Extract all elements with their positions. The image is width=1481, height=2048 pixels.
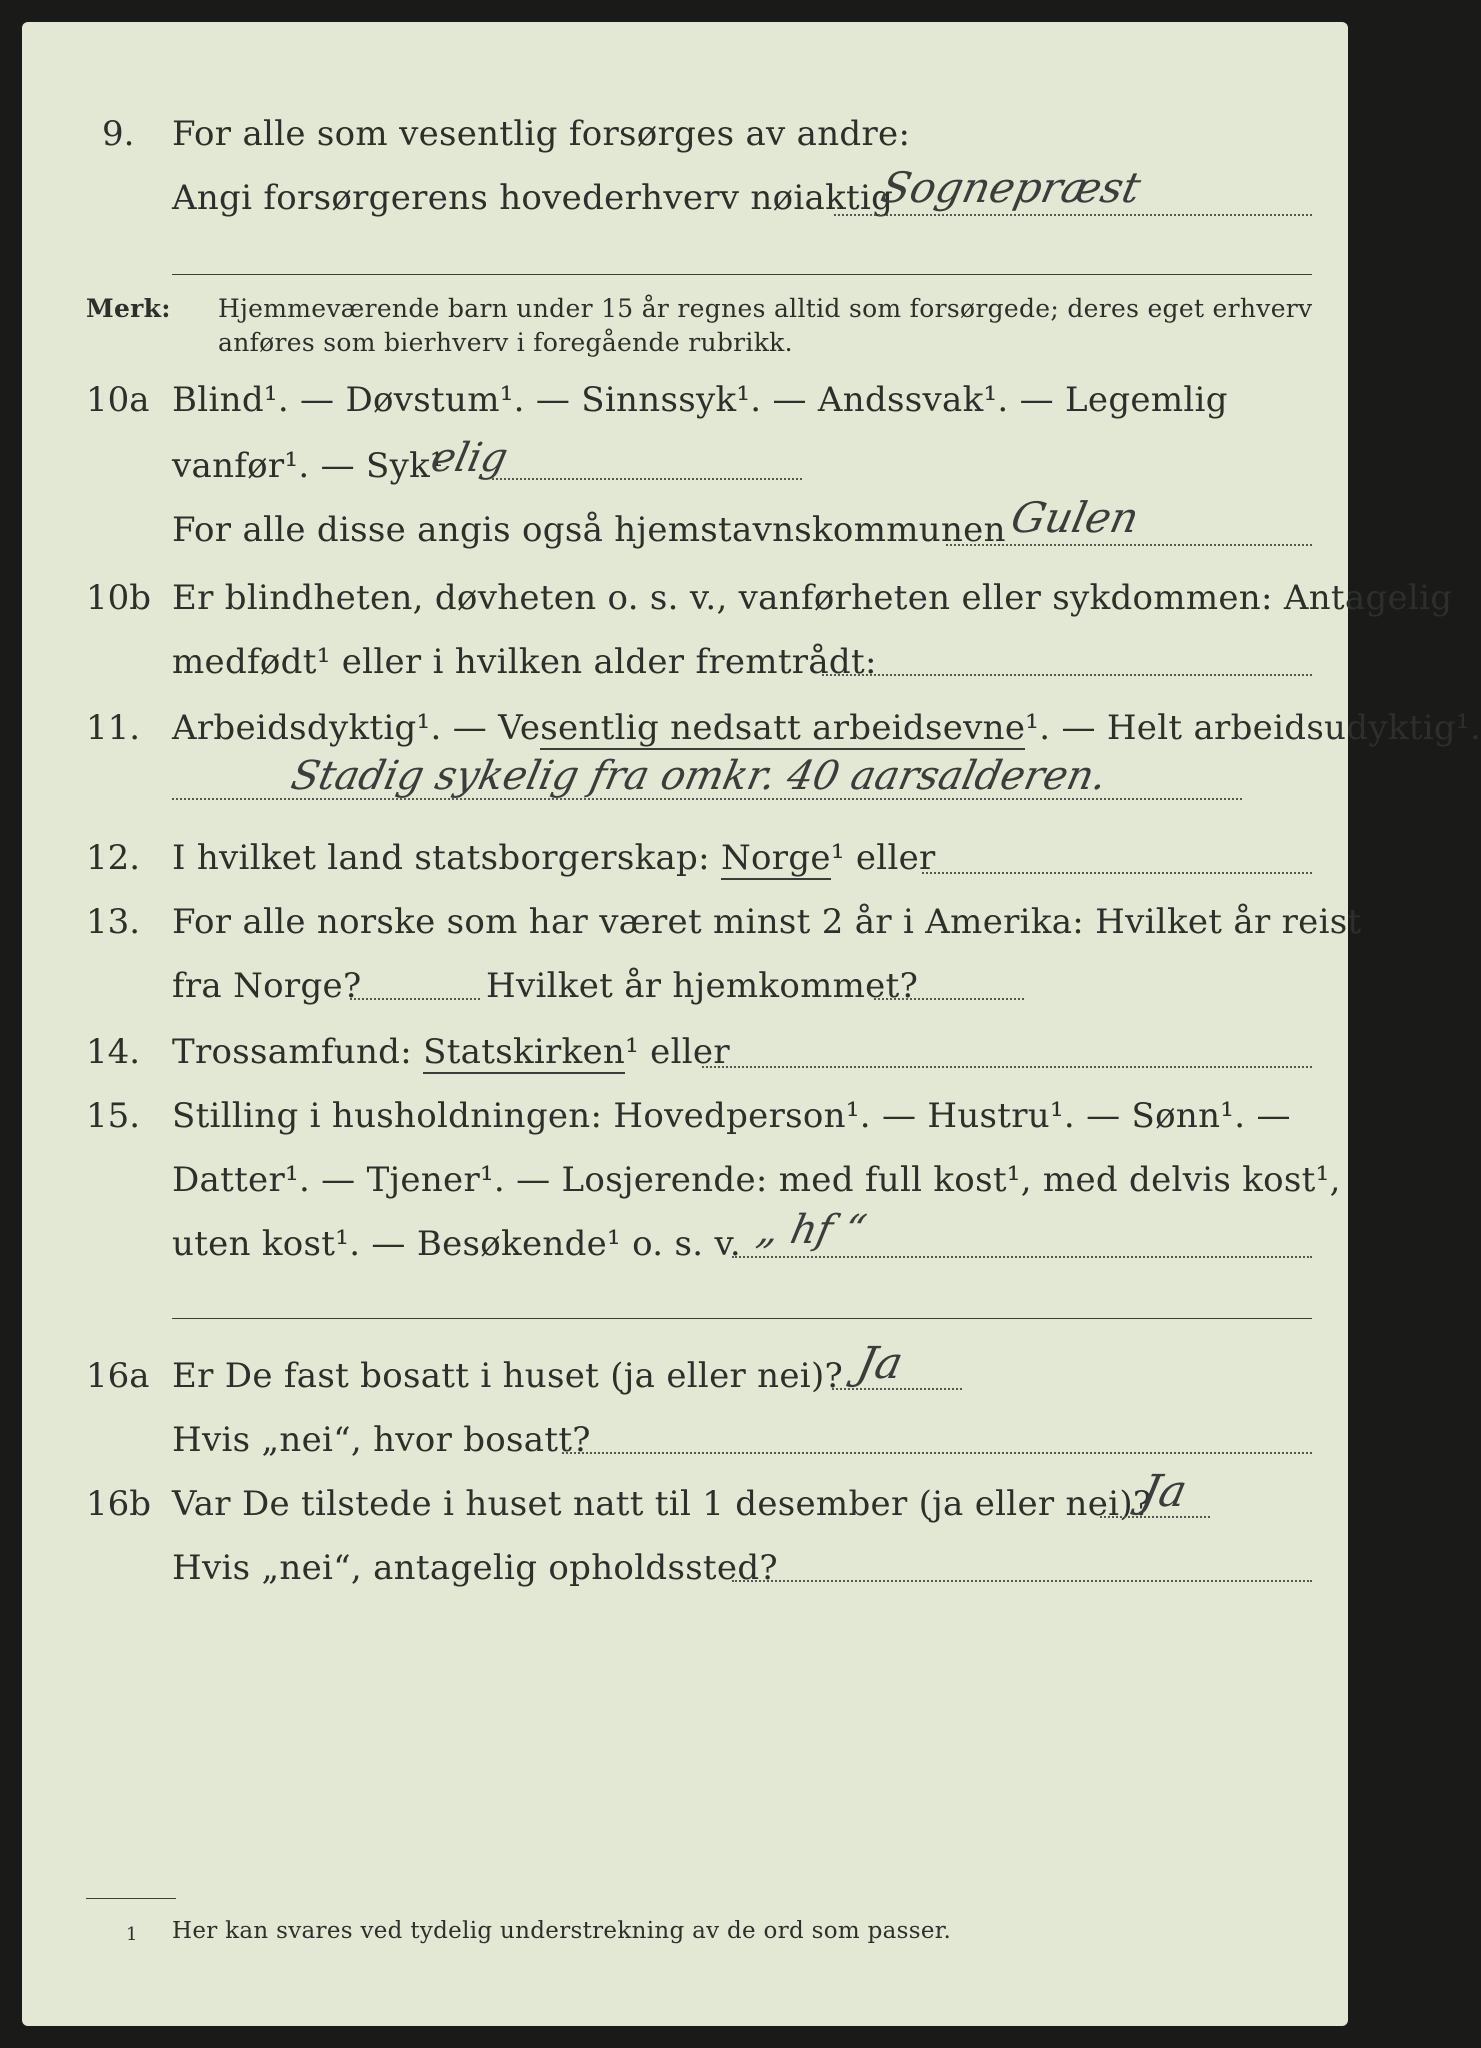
q13-return-line (874, 998, 1024, 1000)
q11-option-unable: ¹. — Helt arbeidsudyktig¹. (1025, 708, 1481, 748)
q9-answer-handwriting: Sognepræst (876, 163, 1146, 212)
q16b-location-line (732, 1580, 1312, 1582)
q15-divider (172, 1318, 1312, 1319)
q10b-number: 10b (86, 578, 152, 618)
q11-option-able: Arbeidsdyktig¹. — Ve (172, 708, 541, 748)
q14-answer-line (702, 1066, 1312, 1068)
q13-line2b: Hvilket år hjemkommet? (486, 966, 919, 1006)
q15-answer-handwriting: „ hf “ (753, 1207, 871, 1253)
q11-line1 (172, 708, 1481, 748)
q16b-line2: Hvis „nei“, antagelig opholdssted? (172, 1548, 778, 1588)
q14-question: Trossamfund: (172, 1032, 424, 1072)
q16a-line1: Er De fast bosatt i huset (ja eller nei)? (172, 1356, 844, 1396)
q10b-line2: medfødt¹ eller i hvilken alder fremtrådt: (172, 642, 877, 682)
q9-answer-line (834, 214, 1312, 216)
q10b-line1: Er blindheten, døvheten o. s. v., vanførheten eller sykdommen: Antagelig (172, 578, 1453, 618)
census-form-page (22, 22, 1481, 2026)
q14-line (172, 1032, 730, 1072)
footnote-rule (86, 1898, 176, 1899)
q10a-answer1-line (492, 478, 802, 480)
q16a-line2: Hvis „nei“, hvor bosatt? (172, 1420, 591, 1460)
q11-answer-handwriting: Stadig sykelig fra omkr. 40 aarsalderen. (287, 753, 1111, 799)
q10a-number: 10a (86, 380, 150, 420)
q15-line1: Stilling i husholdningen: Hovedperson¹. — Hustru¹. — Sønn¹. — (172, 1096, 1291, 1136)
q12-eller: ¹ eller (830, 838, 936, 878)
q16b-line1: Var De tilstede i huset natt til 1 desember (ja eller nei)? (172, 1484, 1152, 1524)
q12-number: 12. (86, 838, 141, 878)
q12-answer-line (922, 872, 1312, 874)
q16a-answer-line (832, 1388, 962, 1390)
q10a-line1: Blind¹. — Døvstum¹. — Sinnssyk¹. — Andssvak¹. — Legemlig (172, 380, 1228, 420)
q9-number: 9. (102, 114, 135, 154)
q15-line2: Datter¹. — Tjener¹. — Losjerende: med full kost¹, med delvis kost¹, (172, 1160, 1341, 1200)
q16b-number: 16b (86, 1484, 152, 1524)
q11-option-reduced-underlined: sentlig nedsatt arbeidsevne (540, 708, 1026, 748)
q15-line3: uten kost¹. — Besøkende¹ o. s. v. (172, 1224, 742, 1264)
q15-answer-line (732, 1256, 1312, 1258)
q10a-answer2-line (946, 544, 1312, 546)
q16b-answer-handwriting: Ja (1136, 1466, 1192, 1517)
q13-line2a: fra Norge? (172, 966, 362, 1006)
q15-number: 15. (86, 1096, 141, 1136)
q12-question: I hvilket land statsborgerskap: (172, 838, 721, 878)
q9-divider (172, 274, 1312, 275)
q10a-line3: For alle disse angis også hjemstavnskommunen (172, 510, 1006, 550)
merk-line2: anføres som bierhverv i foregående rubrikk. (218, 328, 793, 357)
q14-eller: ¹ eller (625, 1032, 730, 1072)
q14-number: 14. (86, 1032, 141, 1072)
merk-line1: Hjemmeværende barn under 15 år regnes alltid som forsørgede; deres eget erhverv (218, 294, 1313, 323)
q16a-answer-handwriting: Ja (852, 1338, 908, 1389)
q13-departure-line (350, 998, 480, 1000)
q10b-answer-line (822, 674, 1312, 676)
q13-number: 13. (86, 902, 141, 942)
q10a-line2: vanfør¹. — Syk¹ (172, 446, 444, 486)
q10a-answer1-handwriting: elig (427, 435, 512, 481)
merk-label: Merk: (86, 294, 171, 323)
q14-statskirken-underlined: Statskirken (423, 1032, 626, 1072)
q11-number: 11. (86, 708, 141, 748)
footnote-mark: 1 (126, 1924, 138, 1945)
q9-line1: For alle som vesentlig forsørges av andre: (172, 114, 911, 154)
q13-line1: For alle norske som har været minst 2 år i Amerika: Hvilket år reist (172, 902, 1362, 942)
q12-line (172, 838, 936, 878)
q12-norge-underlined: Norge (720, 838, 831, 878)
footnote-text: Her kan svares ved tydelig understrekning av de ord som passer. (172, 1918, 952, 1944)
q10a-answer2-handwriting: Gulen (1006, 493, 1144, 542)
q9-line2: Angi forsørgerens hovederhverv nøiaktig (172, 178, 894, 218)
q16a-location-line (562, 1452, 1312, 1454)
q16a-number: 16a (86, 1356, 150, 1396)
